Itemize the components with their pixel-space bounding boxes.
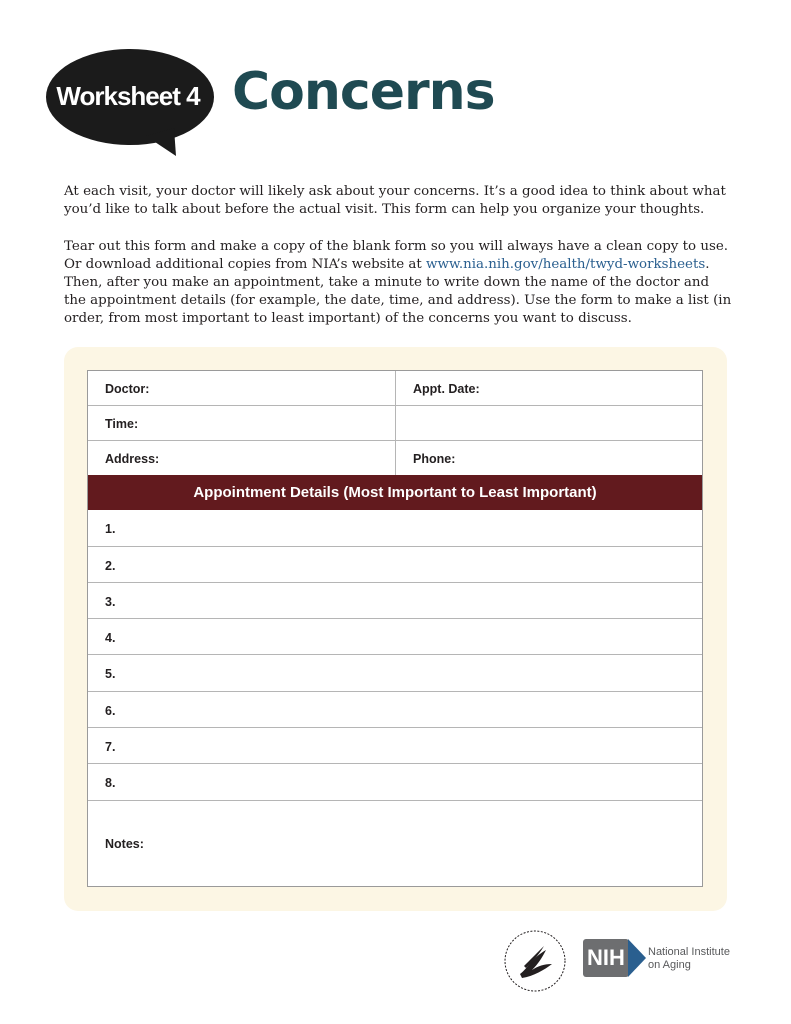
time-label: Time: [105, 417, 139, 431]
worksheet-number: Worksheet 4 [56, 81, 200, 111]
list-item [88, 728, 702, 764]
address-label: Address: [105, 452, 160, 466]
list-item [88, 764, 702, 801]
page-title: Concerns [232, 62, 495, 122]
list-item [88, 547, 702, 583]
form-row-time [88, 406, 702, 441]
item-number: 2. [105, 559, 116, 573]
item-number: 1. [105, 522, 116, 536]
nia-line-1: National Institute [648, 946, 730, 958]
list-item [88, 692, 702, 728]
intro-text-2-end: . Then, after you make an appointment, take a minute to write down the name of the doctor and the appointment details (for example, the date, time, and address). Use the form to make a list (in order, from most important to least important) of the concerns you want to discuss. [64, 257, 732, 326]
doctor-label: Doctor: [105, 382, 150, 396]
worksheet-badge [46, 48, 214, 144]
appt-date-label: Appt. Date: [413, 382, 480, 396]
item-number: 3. [105, 595, 116, 609]
nih-logo: NIH [583, 939, 629, 977]
footer-logos [500, 926, 740, 996]
intro-text-1: At each visit, your doctor will likely ask about your concerns. It’s a good idea to think about what you’d like to talk about before the actual visit. This form can help you organize your thoughts. [64, 184, 726, 217]
concerns-form [87, 370, 703, 887]
intro-paragraph-1 [64, 183, 734, 219]
phone-label: Phone: [413, 452, 456, 466]
nih-arrow-icon [628, 939, 646, 977]
worksheets-link[interactable]: www.nia.nih.gov/health/twyd-worksheets [426, 257, 706, 272]
list-item [88, 583, 702, 619]
list-item [88, 510, 702, 547]
form-row-doctor [88, 371, 702, 406]
list-item [88, 655, 702, 692]
notes-row [88, 801, 702, 886]
nia-name [648, 946, 740, 972]
item-number: 7. [105, 740, 116, 754]
hhs-seal-icon [502, 928, 568, 994]
item-number: 4. [105, 631, 116, 645]
intro-text-2-start: Tear out this form and make a copy of the blank form so you will always have a clean copy to use. Or download additional copies from NIA’s website at [64, 239, 729, 272]
intro-paragraph-2 [64, 238, 734, 328]
item-number: 8. [105, 776, 116, 790]
item-number: 5. [105, 667, 116, 681]
list-item [88, 619, 702, 655]
intro-text-2 [64, 238, 734, 328]
form-row-address [88, 441, 702, 475]
nia-line-2: on Aging [648, 959, 691, 971]
details-header: Appointment Details (Most Important to Least Important) [88, 475, 702, 510]
notes-label: Notes: [105, 837, 144, 851]
item-number: 6. [105, 704, 116, 718]
